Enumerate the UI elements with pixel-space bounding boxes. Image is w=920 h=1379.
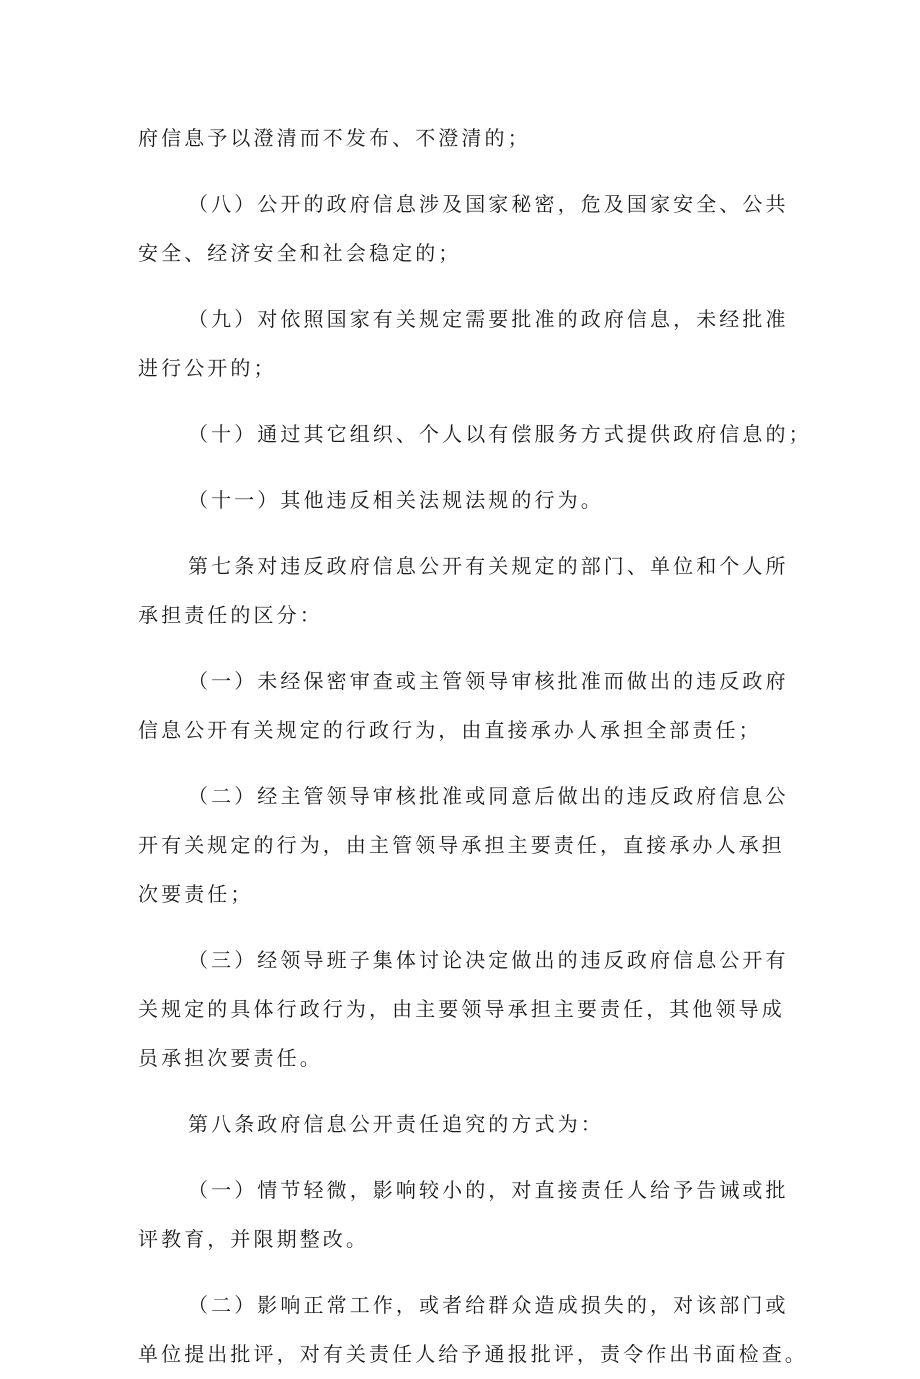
paragraph-line: 信息公开有关规定的行政行为，由直接承办人承担全部责任； — [138, 718, 762, 742]
paragraph-line: 评教育，并限期整改。 — [138, 1227, 369, 1251]
paragraph-line: 单位提出批评，对有关责任人给予通报批评，责令作出书面检查。 — [138, 1342, 808, 1366]
paragraph-line: 第七条对违反政府信息公开有关规定的部门、单位和个人所 — [188, 554, 789, 578]
paragraph-line: （二）经主管领导审核批准或同意后做出的违反政府信息公 — [188, 784, 789, 808]
paragraph-line: （九）对依照国家有关规定需要批准的政府信息，未经批准 — [188, 307, 789, 331]
paragraph-line: 府信息予以澄清而不发布、不澄清的； — [138, 126, 531, 150]
paragraph-line: 承担责任的区分： — [138, 603, 323, 627]
paragraph-line: 员承担次要责任。 — [138, 1046, 323, 1070]
paragraph-line: （一）未经保密审查或主管领导审核批准而做出的违反政府 — [188, 669, 789, 693]
document-body — [138, 114, 812, 1379]
paragraph-line: （十一）其他违反相关法规法规的行为。 — [188, 488, 604, 512]
paragraph-line: （二）影响正常工作，或者给群众造成损失的，对该部门或 — [188, 1293, 789, 1317]
paragraph-line: （八）公开的政府信息涉及国家秘密，危及国家安全、公共 — [188, 192, 789, 216]
paragraph-line: 关规定的具体行政行为，由主要领导承担主要责任，其他领导成 — [138, 997, 785, 1021]
paragraph-line: 次要责任； — [138, 882, 254, 906]
paragraph-line: 开有关规定的行为，由主管领导承担主要责任，直接承办人承担 — [138, 833, 785, 857]
paragraph-line: 第八条政府信息公开责任追究的方式为： — [188, 1112, 604, 1136]
paragraph-line: （三）经领导班子集体讨论决定做出的违反政府信息公开有 — [188, 948, 789, 972]
paragraph-line: 安全、经济安全和社会稳定的； — [138, 241, 462, 265]
paragraph-line: （十）通过其它组织、个人以有偿服务方式提供政府信息的； — [188, 422, 812, 446]
paragraph-line: 进行公开的； — [138, 356, 277, 380]
paragraph-line: （一）情节轻微，影响较小的，对直接责任人给予告诫或批 — [188, 1178, 789, 1202]
